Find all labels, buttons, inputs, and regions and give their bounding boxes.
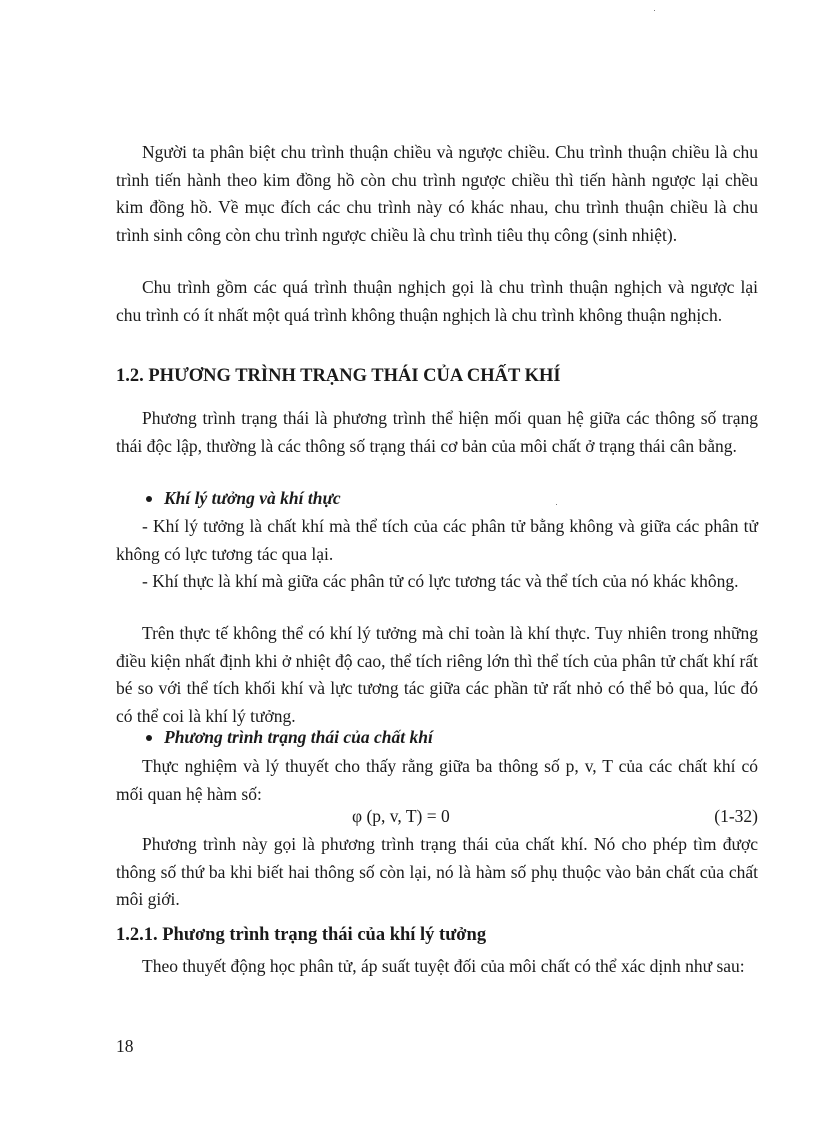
paragraph-reversible-cycle: Chu trình gồm các quá trình thuận nghịch gọi là chu trình thuận nghịch và ngược lại chu trình có ít nhất một quá trình không thuận nghịch là chu trình không thuận nghịch. <box>116 277 758 325</box>
paragraph-real-gas-def: - Khí thực là khí mà giữa các phân tử có lực tương tác và thể tích của nó khác không. <box>142 571 739 591</box>
section-heading-1-2: 1.2. PHƯƠNG TRÌNH TRẠNG THÁI CỦA CHẤT KHÍ <box>116 366 561 386</box>
scan-speck <box>556 504 557 505</box>
bullet-dot-icon <box>146 735 152 741</box>
paragraph-ideal-gas-def: - Khí lý tưởng là chất khí mà thể tích của các phân tử bằng không và giữa các phân tử không có lực tương tác qua lại. <box>116 516 758 564</box>
equation-number: (1-32) <box>714 806 758 826</box>
paragraph-kinetic-theory: Theo thuyết động học phân tử, áp suất tuyệt đối của môi chất có thể xác dịnh như sau: <box>142 956 745 976</box>
paragraph-state-equation-intro: Phương trình trạng thái là phương trình thể hiện mối quan hệ giữa các thông số trạng thái độc lập, thường là các thông số trạng thái cơ bản của môi chất ở trạng thái cân bằng. <box>116 408 758 456</box>
bullet-gas-state-equation: Phương trình trạng thái của chất khí <box>146 727 433 748</box>
paragraph-state-equation-meaning: Phương trình này gọi là phương trình trạng thái của chất khí. Nó cho phép tìm được thông số thứ ba khi biết hai thông số còn lại, nó là hàm số phụ thuộc vào bản chất của chất môi giới. <box>116 834 758 910</box>
paragraph-experiment: Thực nghiệm và lý thuyết cho thấy rằng giữa ba thông số p, v, T của các chất khí có mối quan hệ hàm số: <box>116 756 758 804</box>
bullet-dot-icon <box>146 496 152 502</box>
scan-speck <box>654 10 655 11</box>
equation-formula: φ (p, v, T) = 0 <box>352 806 450 826</box>
paragraph-practical-note: Trên thực tế không thể có khí lý tưởng mà chỉ toàn là khí thực. Tuy nhiên trong những điều kiện nhất định khi ở nhiệt độ cao, thể tích riêng lớn thì thể tích của phân tử chất khí rất bé so với thể tích khối khí và lực tương tác giữa các phần tử rất nhỏ có thể bỏ qua, lúc đó có thể coi là khí lý tưởng. <box>116 623 758 726</box>
page-number: 18 <box>116 1036 134 1056</box>
section-heading-1-2-1: 1.2.1. Phương trình trạng thái của khí lý tưởng <box>116 925 487 945</box>
bullet-ideal-real-gas: Khí lý tưởng và khí thực <box>146 488 341 509</box>
paragraph-cycle-direction: Người ta phân biệt chu trình thuận chiều và ngược chiều. Chu trình thuận chiều là chu trình tiến hành theo kim đồng hồ còn chu trình ngược chiều thì tiến hành ngược lại chều kim đồng hồ. Về mục đích các chu trình này có khác nhau, chu trình thuận chiều là chu trình sinh công còn chu trình ngược chiều là chu trình tiêu thụ công (sinh nhiệt). <box>116 142 758 245</box>
